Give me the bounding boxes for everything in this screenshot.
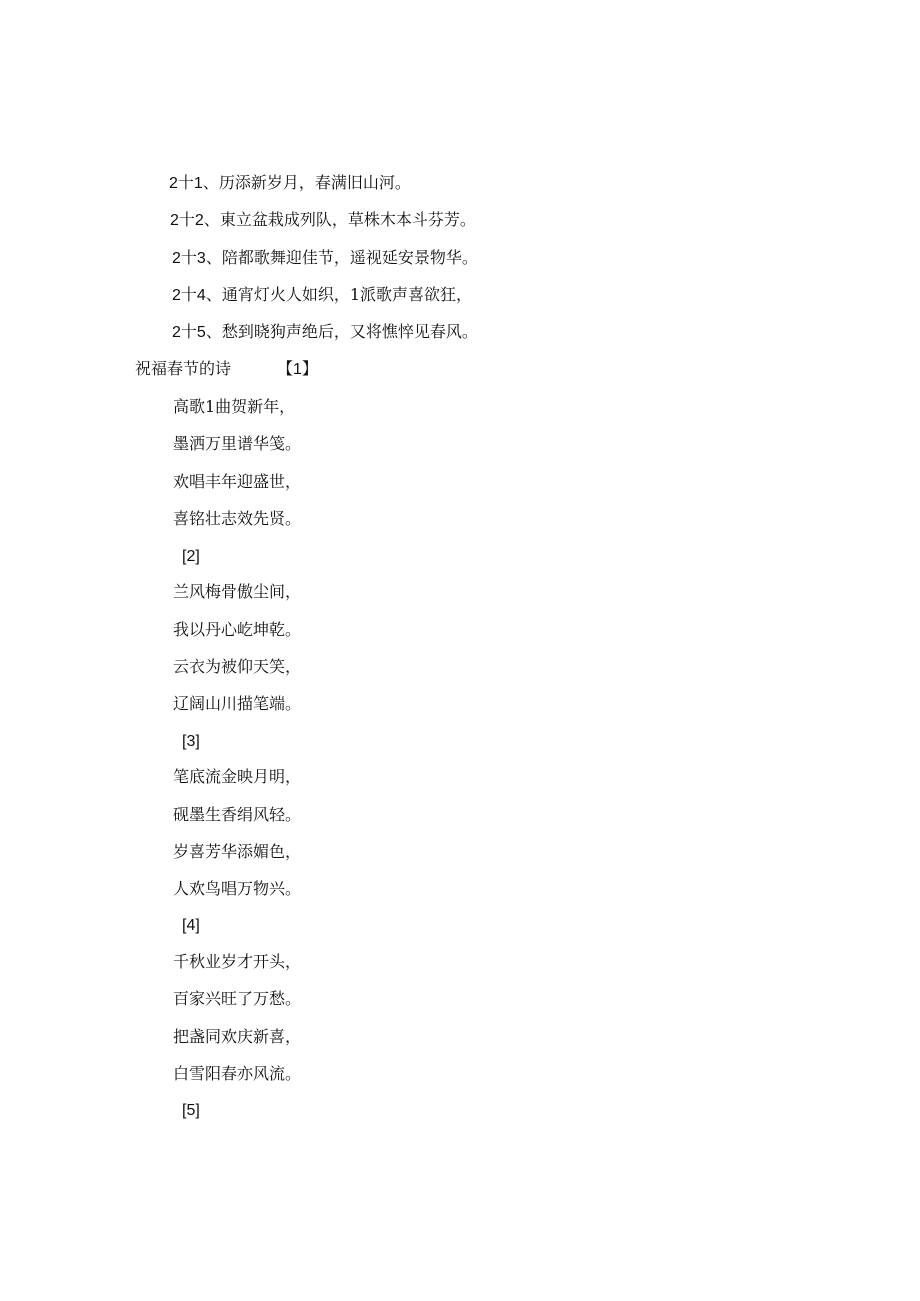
poem-line: 我以丹心屹坤乾。 <box>173 620 302 639</box>
line-text: 、東立盆栽成列队，草株木本斗芬芳。 <box>203 210 476 229</box>
poem-line: 把盏同欢庆新喜， <box>173 1027 302 1046</box>
poem-line: 辽阔山川描笔端。 <box>173 694 302 713</box>
poem-line: 欢唱丰年迎盛世， <box>173 472 302 491</box>
poem-line: 人欢鸟唱万物兴。 <box>173 879 302 898</box>
poem-marker: [3] <box>182 733 200 750</box>
poem-marker: [4] <box>182 917 200 934</box>
poem-marker: [5] <box>182 1102 200 1119</box>
line-text: 、历添新岁月，春满旧山河。 <box>202 173 411 192</box>
poem-line: 百家兴旺了万愁。 <box>173 989 302 1008</box>
poem-line: 云衣为被仰天笑， <box>173 657 302 676</box>
poem-line: 千秋业岁才开头， <box>173 952 302 971</box>
poem-line: 喜铭壮志效先贤。 <box>173 509 302 528</box>
poem-marker: [2] <box>182 548 200 565</box>
poem-line: 兰风梅骨傲尘间， <box>173 582 302 601</box>
line-number: 2十3 <box>172 250 206 267</box>
poem-line: 岁喜芳华添媚色， <box>173 842 302 861</box>
line-number: 2十5 <box>172 324 206 341</box>
numbered-line-21 <box>169 173 411 194</box>
poem-line: 墨洒万里谱华笺。 <box>173 434 302 453</box>
numbered-line-22 <box>170 210 476 231</box>
line-text: 、陪都歌舞迎佳节，遥视延安景物华。 <box>205 248 478 267</box>
poem-line: 白雪阳春亦风流。 <box>173 1064 302 1083</box>
section-title-bracket: 【1】 <box>277 361 318 378</box>
section-title <box>135 359 318 380</box>
line-number: 2十1 <box>169 175 203 192</box>
poem-line: 砚墨生香绢风轻。 <box>173 805 302 824</box>
line-text: 、愁到晓狗声绝后，又将憔悴见春风。 <box>205 322 478 341</box>
line-text: 、通宵灯火人如织，1派歌声喜欲狂， <box>205 285 472 304</box>
section-title-text: 祝福春节的诗 <box>135 359 232 378</box>
numbered-line-23 <box>172 248 478 269</box>
poem-line: 高歌1曲贺新年， <box>173 397 296 416</box>
numbered-line-24 <box>172 285 472 306</box>
line-number: 2十2 <box>170 212 204 229</box>
poem-line: 笔底流金映月明， <box>173 767 302 786</box>
line-number: 2十4 <box>172 287 206 304</box>
numbered-line-25 <box>172 322 478 343</box>
